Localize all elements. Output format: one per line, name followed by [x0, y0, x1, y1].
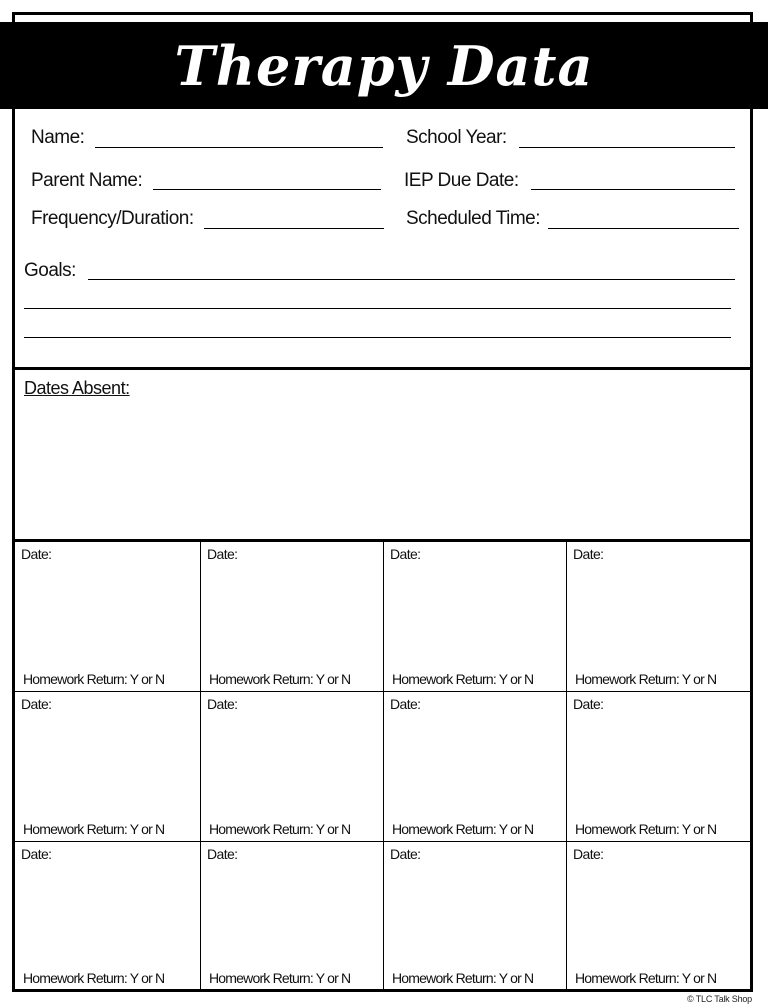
session-cell[interactable] [15, 542, 201, 692]
session-date-label: Date: [207, 696, 238, 712]
page-title: Therapy Data [0, 22, 768, 109]
goals-field-line-3[interactable] [24, 337, 731, 338]
session-cell[interactable] [201, 692, 384, 842]
frequency-duration-label: Frequency/Duration: [31, 208, 194, 229]
session-date-label: Date: [207, 546, 238, 562]
homework-return-label: Homework Return: Y or N [23, 671, 165, 687]
name-field[interactable] [95, 147, 383, 148]
homework-return-label: Homework Return: Y or N [392, 671, 534, 687]
session-date-label: Date: [390, 846, 421, 862]
school-year-field[interactable] [519, 147, 735, 148]
parent-name-label: Parent Name: [31, 170, 143, 191]
session-cell[interactable] [15, 842, 201, 990]
homework-return-label: Homework Return: Y or N [392, 970, 534, 986]
goals-field-line-1[interactable] [88, 279, 735, 280]
session-cell[interactable] [567, 842, 750, 990]
goals-label: Goals: [24, 260, 76, 281]
iep-due-date-field[interactable] [531, 189, 735, 190]
session-date-label: Date: [390, 546, 421, 562]
session-date-label: Date: [390, 696, 421, 712]
session-cell[interactable] [384, 842, 567, 990]
session-grid [15, 542, 750, 990]
frequency-duration-field[interactable] [204, 228, 384, 229]
goals-field-line-2[interactable] [24, 308, 731, 309]
homework-return-label: Homework Return: Y or N [575, 970, 717, 986]
session-cell[interactable] [15, 692, 201, 842]
scheduled-time-label: Scheduled Time: [406, 208, 541, 229]
iep-due-date-label: IEP Due Date: [404, 170, 519, 191]
session-date-label: Date: [573, 846, 604, 862]
session-date-label: Date: [21, 546, 52, 562]
session-cell[interactable] [567, 692, 750, 842]
homework-return-label: Homework Return: Y or N [23, 970, 165, 986]
session-cell[interactable] [384, 692, 567, 842]
homework-return-label: Homework Return: Y or N [392, 821, 534, 837]
section-divider-top [15, 367, 750, 370]
homework-return-label: Homework Return: Y or N [23, 821, 165, 837]
scheduled-time-field[interactable] [548, 228, 739, 229]
homework-return-label: Homework Return: Y or N [575, 821, 717, 837]
session-cell[interactable] [567, 542, 750, 692]
session-cell[interactable] [201, 542, 384, 692]
homework-return-label: Homework Return: Y or N [575, 671, 717, 687]
session-cell[interactable] [201, 842, 384, 990]
name-label: Name: [31, 127, 85, 148]
copyright-footer: © TLC Talk Shop [687, 994, 752, 1004]
session-date-label: Date: [573, 696, 604, 712]
homework-return-label: Homework Return: Y or N [209, 671, 351, 687]
session-cell[interactable] [384, 542, 567, 692]
school-year-label: School Year: [406, 127, 507, 148]
dates-absent-label: Dates Absent: [24, 378, 130, 398]
session-date-label: Date: [573, 546, 604, 562]
session-date-label: Date: [21, 696, 52, 712]
homework-return-label: Homework Return: Y or N [209, 970, 351, 986]
session-date-label: Date: [21, 846, 52, 862]
session-date-label: Date: [207, 846, 238, 862]
homework-return-label: Homework Return: Y or N [209, 821, 351, 837]
parent-name-field[interactable] [153, 189, 381, 190]
